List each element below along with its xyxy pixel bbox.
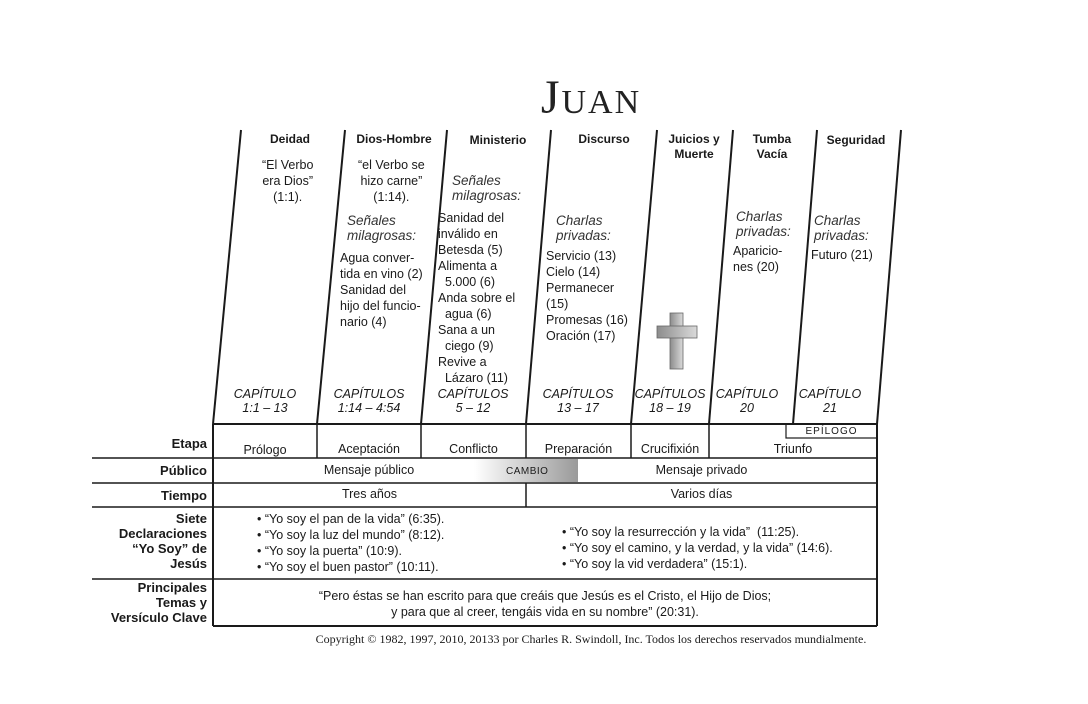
copyright-notice: Copyright © 1982, 1997, 2010, 20133 por Charles R. Swindoll, Inc. Todos los derechos reservados mundialmente. [315,632,867,646]
epilogo-label: EPÍLOGO [805,426,858,437]
deidad-text: “El Verbo era Dios” (1:1). [262,158,314,204]
row-label-temas: Principales Temas y Versículo Clave [110,580,207,625]
seguridad-italic: Charlas privadas: [814,213,869,243]
etapa-conflicto: Conflicto [449,442,498,456]
cambio-label: CAMBIO [506,466,549,477]
etapa-preparacion: Preparación [544,442,613,456]
divider-line [631,130,657,424]
ministerio-italic: Señales milagrosas: [452,173,522,203]
tiempo-left: Tres años [341,487,398,501]
row-label-publico: Público [160,463,207,478]
tiempo-right: Varios días [670,487,733,501]
divider-line [709,130,733,424]
discurso-list: Servicio (13) Cielo (14) Permanecer (15) Promesas (16) Oración (17) [546,249,628,343]
header-tumba-vacia: Tumba Vacía [752,132,792,161]
list-item: • “Yo soy la luz del mundo” (8:12). [257,527,444,543]
dios-hombre-list: Agua conver- tida en vino (2) Sanidad del hijo del funcio- nario (4) [340,251,423,329]
dios-hombre-text: “el Verbo se hizo carne” (1:14). [358,158,425,204]
discurso-italic: Charlas privadas: [556,213,611,243]
row-label-etapa: Etapa [171,436,207,451]
cap-label-seguridad: CAPÍTULO 21 [798,387,862,415]
page-title: JUAN [540,71,642,124]
publico-right: Mensaje privado [655,463,748,477]
header-juicios-muerte: Juicios y Muerte [668,132,720,161]
header-discurso: Discurso [578,132,630,146]
cross-icon [657,313,697,369]
etapa-triunfo: Triunfo [773,442,813,456]
key-verse: “Pero éstas se han escrito para que creáis que Jesús es el Cristo, el Hijo de Dios; y para que al creer, tengáis vida en su nombre” (20:31). [318,589,772,619]
cap-label-deidad: CAPÍTULO 1:1 – 13 [233,387,297,415]
cap-label-discurso: CAPÍTULOS 13 – 17 [542,387,614,415]
row-label-tiempo: Tiempo [161,488,207,503]
divider-line [877,130,901,424]
cap-label-tumba: CAPÍTULO 20 [715,387,779,415]
list-item: • “Yo soy la puerta” (10:9). [257,543,444,559]
row-label-yo-soy: Siete Declaraciones “Yo Soy” de Jesús [118,511,207,571]
list-item: • “Yo soy el camino, y la verdad, y la vida” (14:6). [562,540,833,556]
divider-line [793,130,817,424]
cap-label-juicios: CAPÍTULOS 18 – 19 [634,387,706,415]
header-seguridad: Seguridad [826,133,886,147]
list-item: • “Yo soy el pan de la vida” (6:35). [257,511,444,527]
ministerio-list: Sanidad del inválido en Betesda (5) Alimenta a 5.000 (6) Anda sobre el agua (6) Sana a un ciego (9) Revive a Lázaro (11) [438,211,516,385]
cap-label-dios-hombre: CAPÍTULOS 1:14 – 4:54 [333,387,405,415]
divider-line [213,130,241,424]
list-item: • “Yo soy el buen pastor” (10:11). [257,559,444,575]
cap-label-ministerio: CAPÍTULOS 5 – 12 [437,387,509,415]
header-ministerio: Ministerio [469,133,527,147]
list-item: • “Yo soy la vid verdadera” (15:1). [562,556,833,572]
tumba-list: Aparicio- nes (20) [733,244,783,274]
yo-soy-right-list [562,524,833,572]
dios-hombre-italic: Señales milagrosas: [347,213,417,243]
header-dios-hombre: Dios-Hombre [356,132,432,146]
etapa-prologo: Prólogo [243,443,287,457]
etapa-aceptacion: Aceptación [338,442,400,456]
publico-left: Mensaje público [323,463,415,477]
yo-soy-left-list [257,511,444,575]
header-deidad: Deidad [269,132,310,146]
etapa-crucifixion: Crucifixión [640,442,700,456]
list-item: • “Yo soy la resurrección y la vida” (11:25). [562,524,833,540]
seguridad-list: Futuro (21) [811,248,873,262]
tumba-italic: Charlas privadas: [736,209,791,239]
